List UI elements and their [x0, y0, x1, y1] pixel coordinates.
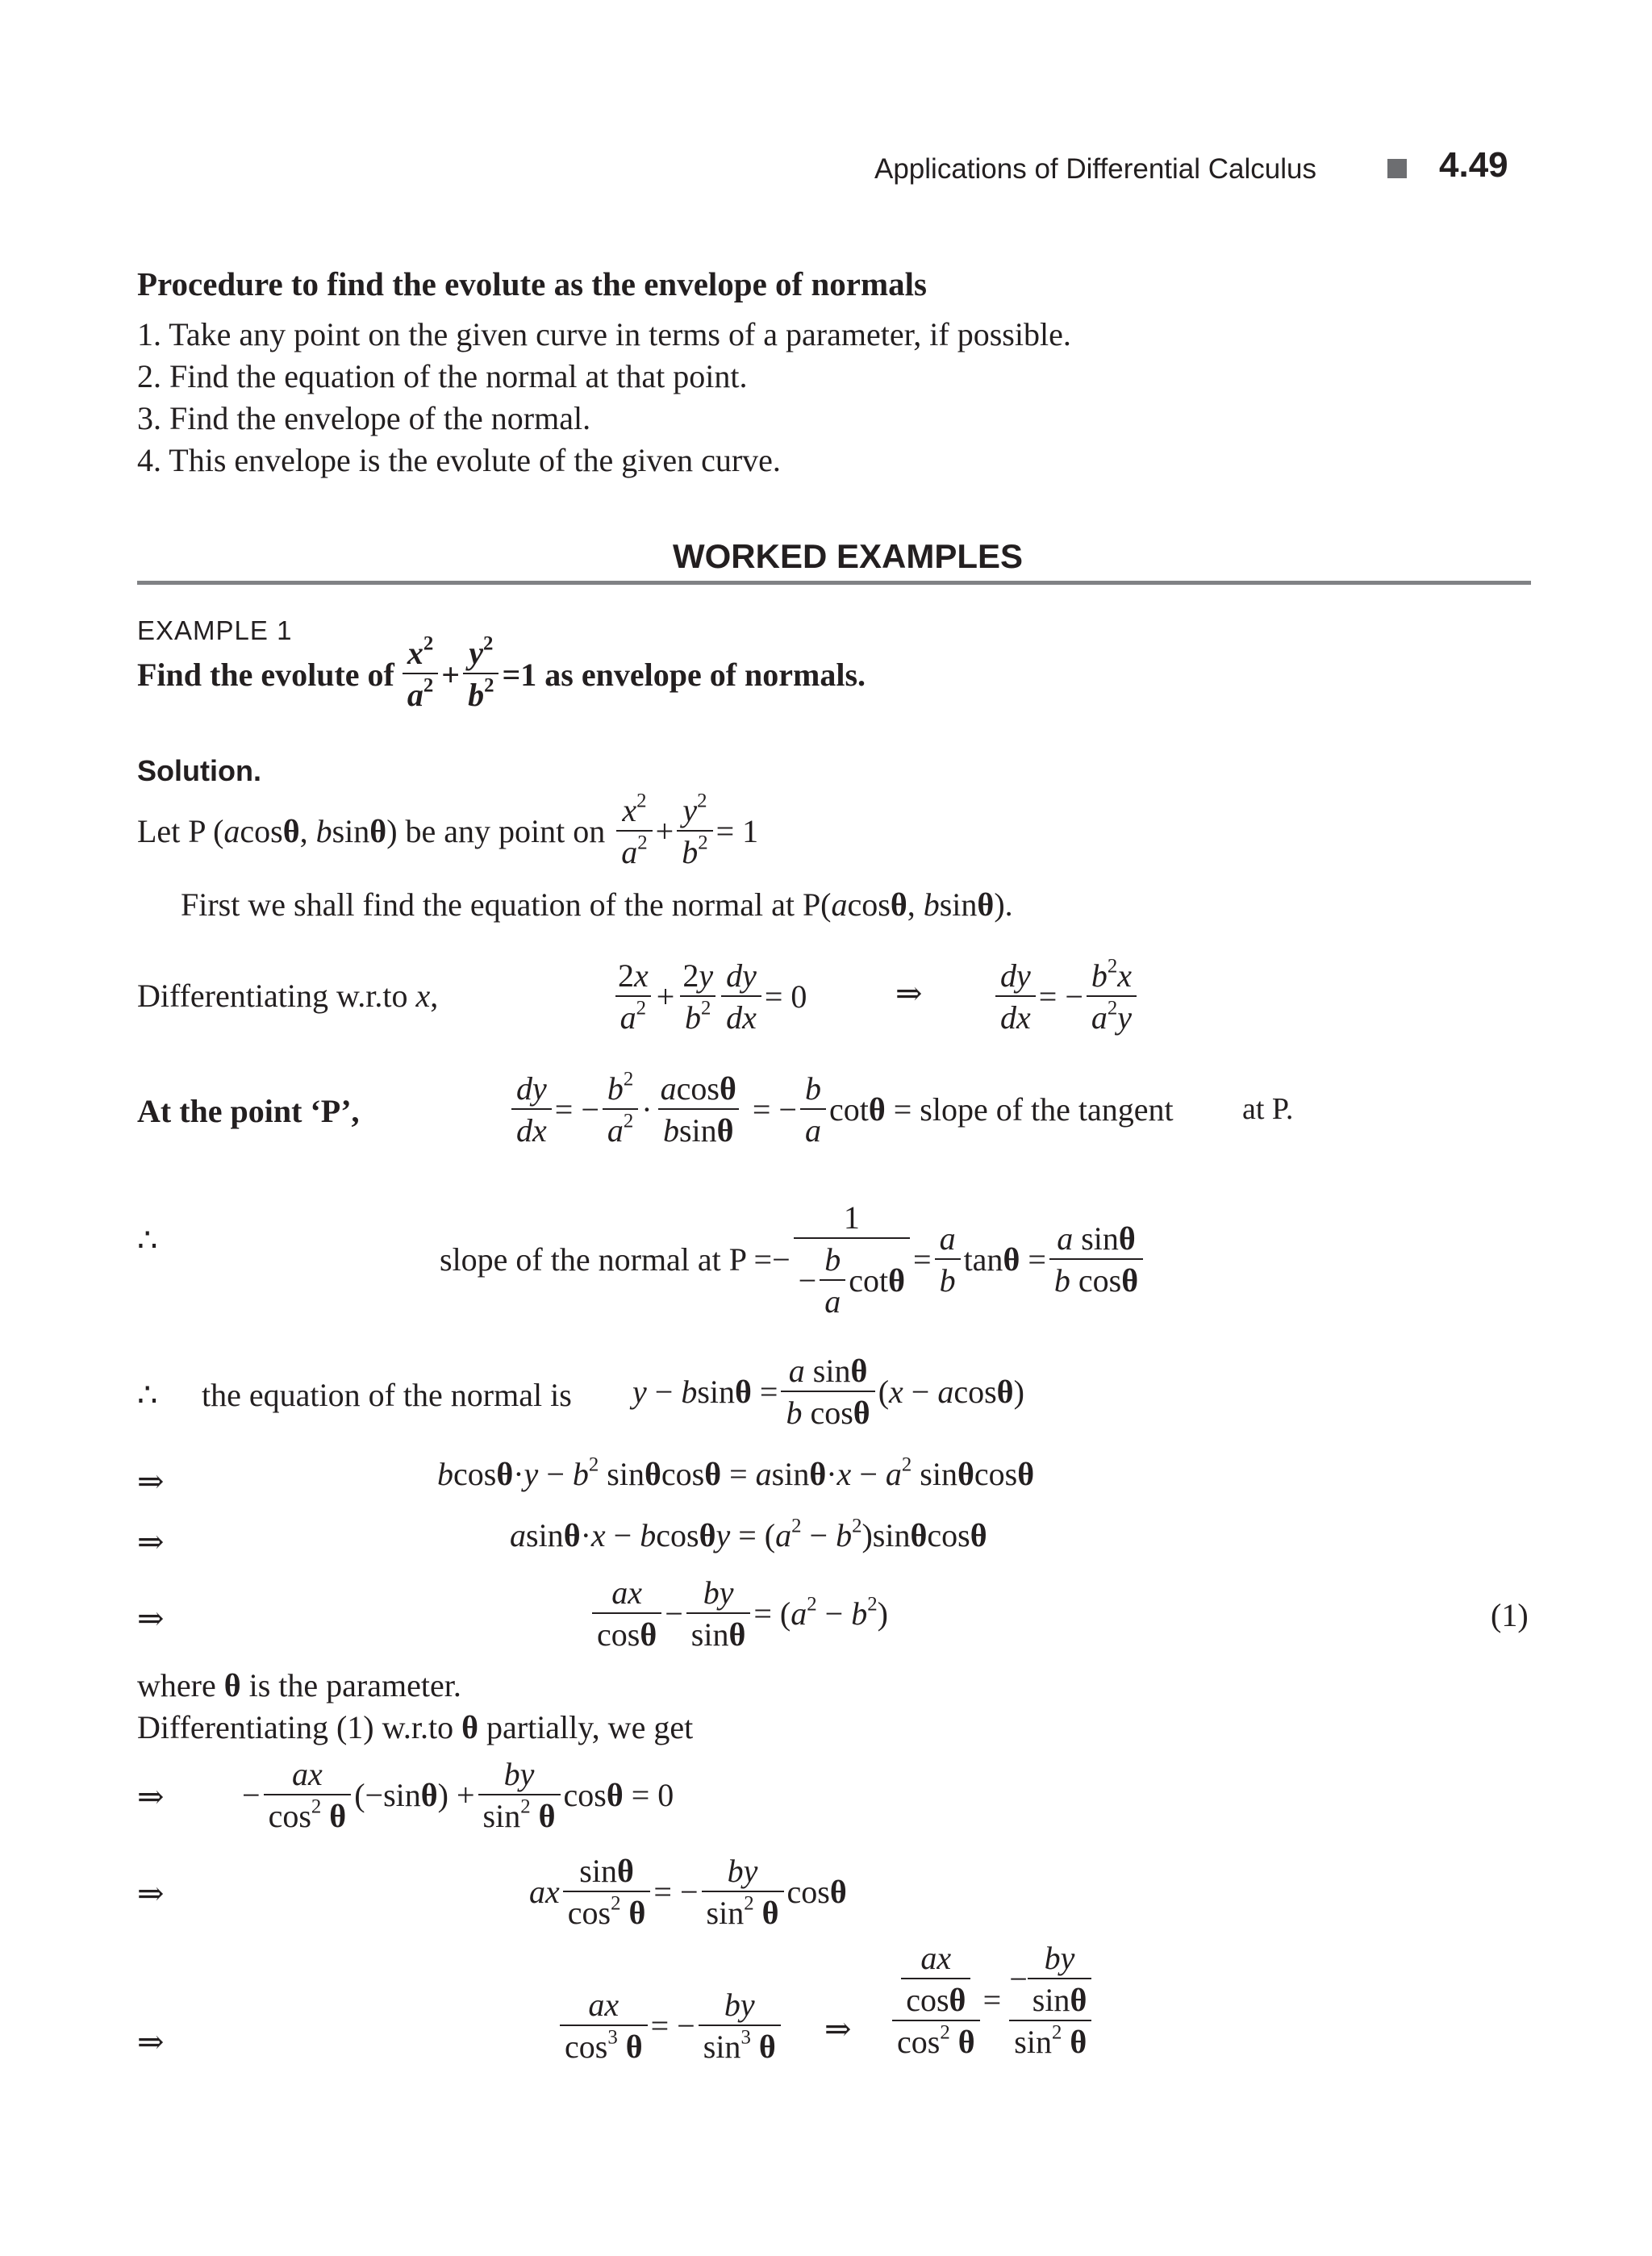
implies-symbol: ⇒	[137, 1779, 165, 1815]
procedure-step: 2. Find the equation of the normal at that point.	[137, 358, 748, 394]
implies-symbol: ⇒	[137, 2024, 165, 2060]
header-square-icon	[1387, 159, 1407, 178]
normal-form-equation: $\frac{ax}{\cos\theta}$ − $\frac{by}{\sin\theta}$ = $(a^2 - b^2)$	[589, 1577, 888, 1651]
example-label: EXAMPLE 1	[137, 615, 293, 645]
rearranged-equation: $asin\theta\cdot x - bcos\theta y = (a^2 - b^2)\sin\theta\cos\theta$	[510, 1515, 987, 1553]
running-header: Applications of Differential Calculus	[874, 153, 1316, 185]
at-p-text: at P.	[1242, 1092, 1294, 1126]
at-point-label: At the point ‘P’,	[137, 1093, 360, 1129]
expanded-equation: $bcos\theta\cdot y - b^2$ $\sin\theta\cos\theta = asin\theta\cdot x - a^2$ sinθcosθ	[437, 1453, 1035, 1492]
implies-symbol: ⇒	[824, 2011, 852, 2047]
cubic-ratio-equation: $\frac{ax}{\cos^3 \theta}$ = − $\frac{by}{\sin^3 \theta}$	[557, 1989, 784, 2063]
procedure-step: 3. Find the envelope of the normal.	[137, 400, 591, 436]
first-line: First we shall find the equation of the normal at P(acosθ, bsinθ).	[181, 886, 1013, 923]
equation-normal-label: the equation of the normal is	[202, 1377, 572, 1413]
implies-symbol: ⇒	[137, 1600, 165, 1637]
normal-equation: y − bsinθ = $\frac{\text{a sinθ}}{\text{b cosθ}}$ (x − acosθ)	[632, 1353, 1024, 1431]
implies-symbol: ⇒	[895, 975, 923, 1011]
let-point-line: Let P ( a cos θ , b sin θ ) be any point on $\frac{x^2}{a^2}$ + $\frac{y^2}{b^2}$ = 1	[137, 790, 759, 870]
dydx-result: $\frac{dy}{dx}$ = − $\frac{b^2x}{a^2y}$	[992, 960, 1140, 1034]
implies-symbol: ⇒	[137, 1463, 165, 1499]
ratio-equation: ax $\frac{\sin\theta}{\cos^2 \theta}$ = − $\frac{by}{\sin^2 \theta}$ cosθ	[529, 1853, 847, 1931]
differentiating-label: Differentiating w.r.to x,	[137, 978, 439, 1014]
slope-normal-equation: slope of the normal at P = − 1 − $\frac{b}{a}$ cot θ = $\frac{a}{b}$ tanθ = $\frac{\text{a sinθ}}{\text{b cosθ}}$	[440, 1202, 1146, 1318]
procedure-step: 1. Take any point on the given curve in terms of a parameter, if possible.	[137, 316, 1071, 352]
implies-symbol: ⇒	[137, 1875, 165, 1912]
procedure-heading: Procedure to find the evolute as the envelope of normals	[137, 265, 927, 302]
slope-tangent-equation: $\frac{dy}{dx}$ = − $\frac{b^2}{a^2}$ · $\frac{acos\theta}{bsin\theta}$ = − $\frac{b}{a}$ cotθ = slope of the tangent	[508, 1073, 1174, 1147]
section-divider	[137, 581, 1531, 585]
therefore-symbol: ∴	[137, 1377, 158, 1413]
section-title: WORKED EXAMPLES	[673, 537, 1024, 575]
implies-symbol: ⇒	[137, 1524, 165, 1560]
therefore-symbol: ∴	[137, 1222, 158, 1258]
derivative-equation: $\frac{2x}{a^2}$ + $\frac{2y}{b^2}$ $\frac{dy}{dx}$ = 0	[610, 960, 807, 1034]
page-number: 4.49	[1439, 145, 1508, 185]
partial-derivative-equation: − $\frac{ax}{\cos^2 \theta}$ (−sinθ) + $\frac{by}{\sin^2 \theta}$ cosθ = 0	[242, 1756, 674, 1834]
example-problem: Find the evolute of $\frac{x^2}{a^2}$ + $\frac{y^2}{b^2}$ =1 as envelope of normals.	[137, 632, 866, 713]
procedure-step: 4. This envelope is the evolute of the given curve.	[137, 442, 781, 478]
compound-ratio-equation: $\frac{\frac{ax}{\cos\theta}}{\cos^2 \theta}$ = − $\frac{by}{\sin\theta}$ $\sin^2 \theta$	[889, 1942, 1099, 2058]
differentiating-1-line: Differentiating (1) w.r.to θ partially, we get	[137, 1709, 694, 1745]
equation-number: (1)	[1491, 1597, 1529, 1633]
where-line: where θ is the parameter.	[137, 1667, 461, 1703]
solution-label: Solution.	[137, 754, 261, 787]
